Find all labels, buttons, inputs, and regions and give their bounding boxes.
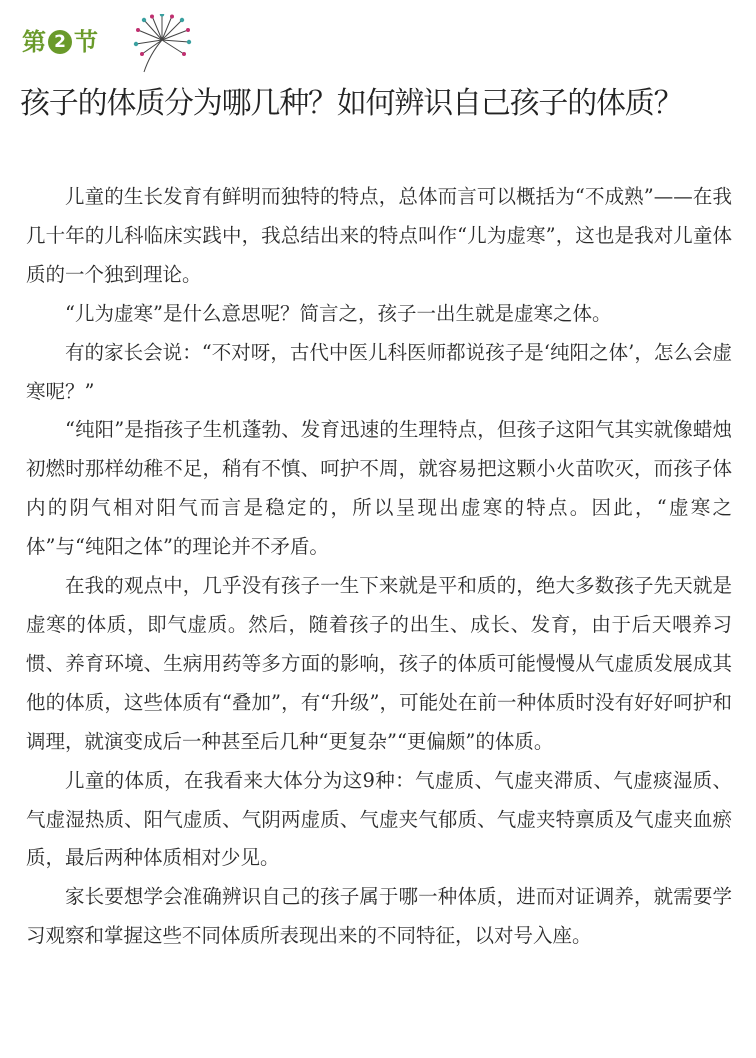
paragraph: “纯阳”是指孩子生机蓬勃、发育迅速的生理特点，但孩子这阳气其实就像蜡烛初燃时那样幼稚不足，稍有不慎、呵护不周，就容易把这颗小火苗吹灭，而孩子体内的阴气相对阳气而言是稳定的，所以呈现出虚寒的特点。因此，“虚寒之体”与“纯阳之体”的理论并不矛盾。: [26, 418, 732, 559]
body-text: [26, 178, 732, 956]
section-prefix: 第: [22, 28, 46, 56]
section-header: [22, 18, 98, 68]
paragraph: 在我的观点中，几乎没有孩子一生下来就是平和质的，绝大多数孩子先天就是虚寒的体质，即气虚质。然后，随着孩子的出生、成长、发育，由于后天喂养习惯、养育环境、生病用药等多方面的影响，孩子的体质可能慢慢从气虚质发展成其他的体质，这些体质有“叠加”，有“升级”，可能处在前一种体质时没有好好呵护和调理，就演变成后一种甚至后几种“更复杂”“更偏颇”的体质。: [26, 574, 732, 753]
section-suffix: 节: [74, 28, 98, 56]
paragraph: 家长要想学会准确辨识自己的孩子属于哪一种体质，进而对证调养，就需要学习观察和掌握这些不同体质所表现出来的不同特征，以对号入座。: [26, 885, 732, 948]
paragraph: “儿为虚寒”是什么意思呢？简言之，孩子一出生就是虚寒之体。: [65, 301, 612, 325]
page-title: 孩子的体质分为哪几种？如何辨识自己孩子的体质？: [20, 86, 683, 121]
paragraph: 儿童的体质，在我看来大体分为这9种：气虚质、气虚夹滞质、气虚痰湿质、气虚湿热质、阳气虚质、气阴两虚质、气虚夹气郁质、气虚夹特禀质及气虚夹血瘀质，最后两种体质相对少见。: [26, 768, 732, 870]
paragraph: 儿童的生长发育有鲜明而独特的特点，总体而言可以概括为“不成熟”——在我几十年的儿科临床实践中，我总结出来的特点叫作“儿为虚寒”，这也是我对儿童体质的一个独到理论。: [26, 185, 732, 286]
paragraph: 有的家长会说：“不对呀，古代中医儿科医师都说孩子是‘纯阳之体’，怎么会虚寒呢？”: [26, 340, 732, 403]
section-label: [22, 22, 98, 62]
section-number-badge: 2: [48, 30, 72, 54]
dandelion-icon: [132, 14, 192, 74]
